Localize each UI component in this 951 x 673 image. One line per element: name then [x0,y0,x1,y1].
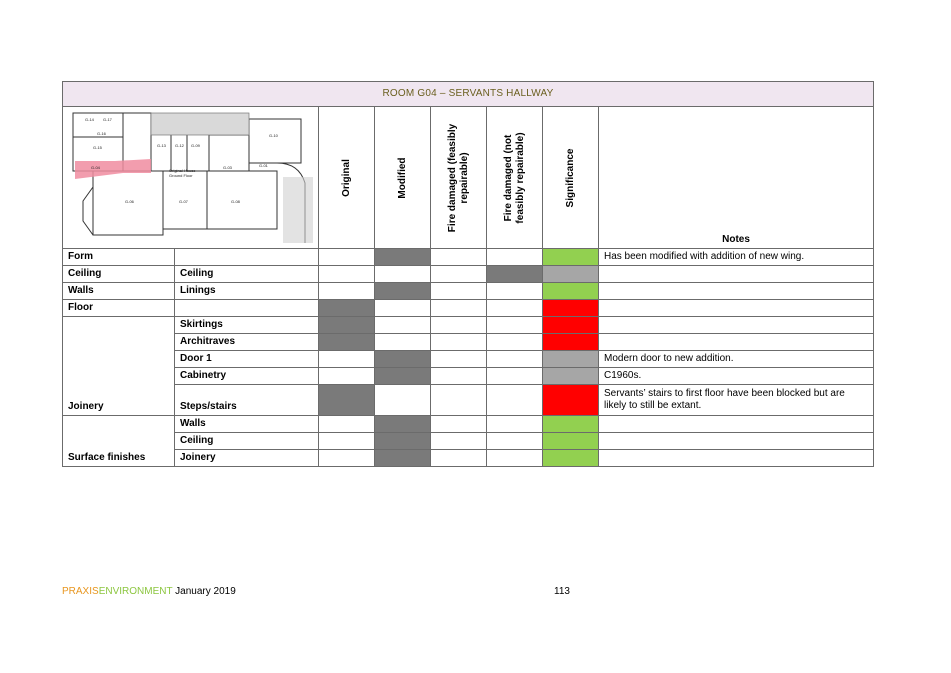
cell-original [319,416,375,433]
cell-significance [543,433,599,450]
cell-significance [543,300,599,317]
cell-fire-not [487,283,543,300]
cell-fire-feasible [431,317,487,334]
floor-plan-drawing [63,107,319,244]
col-significance: Significance [543,107,599,249]
cell-modified [375,450,431,467]
row-note: Modern door to new addition. [599,351,874,368]
row-item-label: Skirtings [175,317,319,334]
row-item-label: Steps/stairs [175,385,319,416]
cell-fire-not [487,368,543,385]
cell-significance [543,385,599,416]
cell-fire-feasible [431,351,487,368]
row-item-label: Ceiling [175,433,319,450]
cell-modified [375,317,431,334]
row-group-label: Ceiling [63,266,175,283]
footer-date: January 2019 [172,586,236,597]
col-modified: Modified [375,107,431,249]
row-note [599,300,874,317]
cell-fire-not [487,385,543,416]
cell-original [319,334,375,351]
row-group-label: Floor [63,300,175,317]
cell-fire-feasible [431,433,487,450]
table-row [63,249,874,266]
plan-room-label: G-12 [175,143,184,148]
cell-original [319,317,375,334]
cell-fire-feasible [431,266,487,283]
cell-original [319,300,375,317]
cell-original [319,450,375,467]
row-group-label: Walls [63,283,175,300]
cell-modified [375,433,431,450]
brand-praxis: PRAXIS [62,586,99,597]
row-note: C1960s. [599,368,874,385]
row-item-label: Joinery [175,450,319,467]
row-item-label: Linings [175,283,319,300]
plan-room-label: G-03 [223,165,232,170]
cell-fire-not [487,433,543,450]
plan-room-label: G-04 [91,165,100,170]
table-row [63,416,874,433]
plan-label-original: Original House [169,168,196,173]
brand-environment: ENVIRONMENT [98,586,173,597]
plan-room-label: G-17 [103,117,112,122]
table-row [63,433,874,450]
cell-significance [543,249,599,266]
table-row [63,317,874,334]
plan-room-label: G-13 [157,143,166,148]
plan-room-label: G-07 [179,199,188,204]
cell-fire-feasible [431,249,487,266]
col-original: Original [319,107,375,249]
row-note [599,283,874,300]
cell-modified [375,385,431,416]
row-item-label [175,300,319,317]
cell-significance [543,416,599,433]
row-item-label: Walls [175,416,319,433]
plan-room-label: G-08 [231,199,240,204]
cell-original [319,266,375,283]
cell-fire-not [487,249,543,266]
footer-brand [62,586,236,597]
row-note [599,450,874,467]
plan-label-ground: Ground Floor [169,173,193,178]
cell-modified [375,300,431,317]
plan-room-label: G-14 [85,117,94,122]
cell-original [319,368,375,385]
col-notes: Notes [599,107,874,249]
floor-plan [63,107,319,249]
cell-fire-not [487,450,543,467]
row-note [599,317,874,334]
cell-original [319,249,375,266]
cell-original [319,351,375,368]
row-item-label [175,249,319,266]
cell-fire-feasible [431,385,487,416]
row-group-label: Form [63,249,175,266]
plan-room-label: G-01 [259,163,268,168]
cell-original [319,433,375,450]
plan-room-label: G-10 [269,133,278,138]
table-row [63,450,874,467]
cell-modified [375,368,431,385]
table-row [63,368,874,385]
row-note [599,334,874,351]
plan-room-label: G-06 [125,199,134,204]
cell-fire-not [487,300,543,317]
row-item-label: Architraves [175,334,319,351]
row-group-label: Joinery [63,317,175,416]
table-row [63,334,874,351]
cell-fire-not [487,416,543,433]
table-row [63,351,874,368]
room-assessment-table [62,81,874,467]
cell-fire-not [487,334,543,351]
cell-fire-not [487,351,543,368]
cell-fire-feasible [431,283,487,300]
col-fire-feasible: Fire damaged (feasibly repairable) [431,107,487,249]
cell-significance [543,283,599,300]
plan-room-label: G-16 [97,131,106,136]
col-fire-not-feasible: Fire damaged (not feasibly repairable) [487,107,543,249]
cell-modified [375,351,431,368]
row-item-label: Cabinetry [175,368,319,385]
cell-modified [375,266,431,283]
cell-modified [375,334,431,351]
cell-significance [543,317,599,334]
row-group-label: Surface finishes [63,416,175,467]
table-row [63,266,874,283]
cell-fire-feasible [431,416,487,433]
cell-modified [375,283,431,300]
cell-significance [543,266,599,283]
cell-significance [543,368,599,385]
row-note [599,433,874,450]
cell-modified [375,416,431,433]
plan-room-label: G-15 [93,145,102,150]
row-item-label: Door 1 [175,351,319,368]
table-row [63,385,874,416]
cell-significance [543,450,599,467]
page-number: 113 [554,586,570,597]
cell-fire-feasible [431,450,487,467]
cell-modified [375,249,431,266]
row-note: Has been modified with addition of new wing. [599,249,874,266]
cell-significance [543,351,599,368]
cell-fire-not [487,266,543,283]
cell-original [319,283,375,300]
row-note [599,416,874,433]
cell-fire-feasible [431,334,487,351]
row-note [599,266,874,283]
cell-fire-feasible [431,368,487,385]
table-row [63,283,874,300]
row-note: Servants’ stairs to first floor have been blocked but are likely to still be extant. [599,385,874,416]
row-item-label: Ceiling [175,266,319,283]
cell-significance [543,334,599,351]
cell-fire-feasible [431,300,487,317]
assessment-sheet [62,81,873,467]
cell-original [319,385,375,416]
cell-fire-not [487,317,543,334]
table-row [63,300,874,317]
plan-room-label: G-09 [191,143,200,148]
room-title: ROOM G04 – SERVANTS HALLWAY [63,82,874,107]
